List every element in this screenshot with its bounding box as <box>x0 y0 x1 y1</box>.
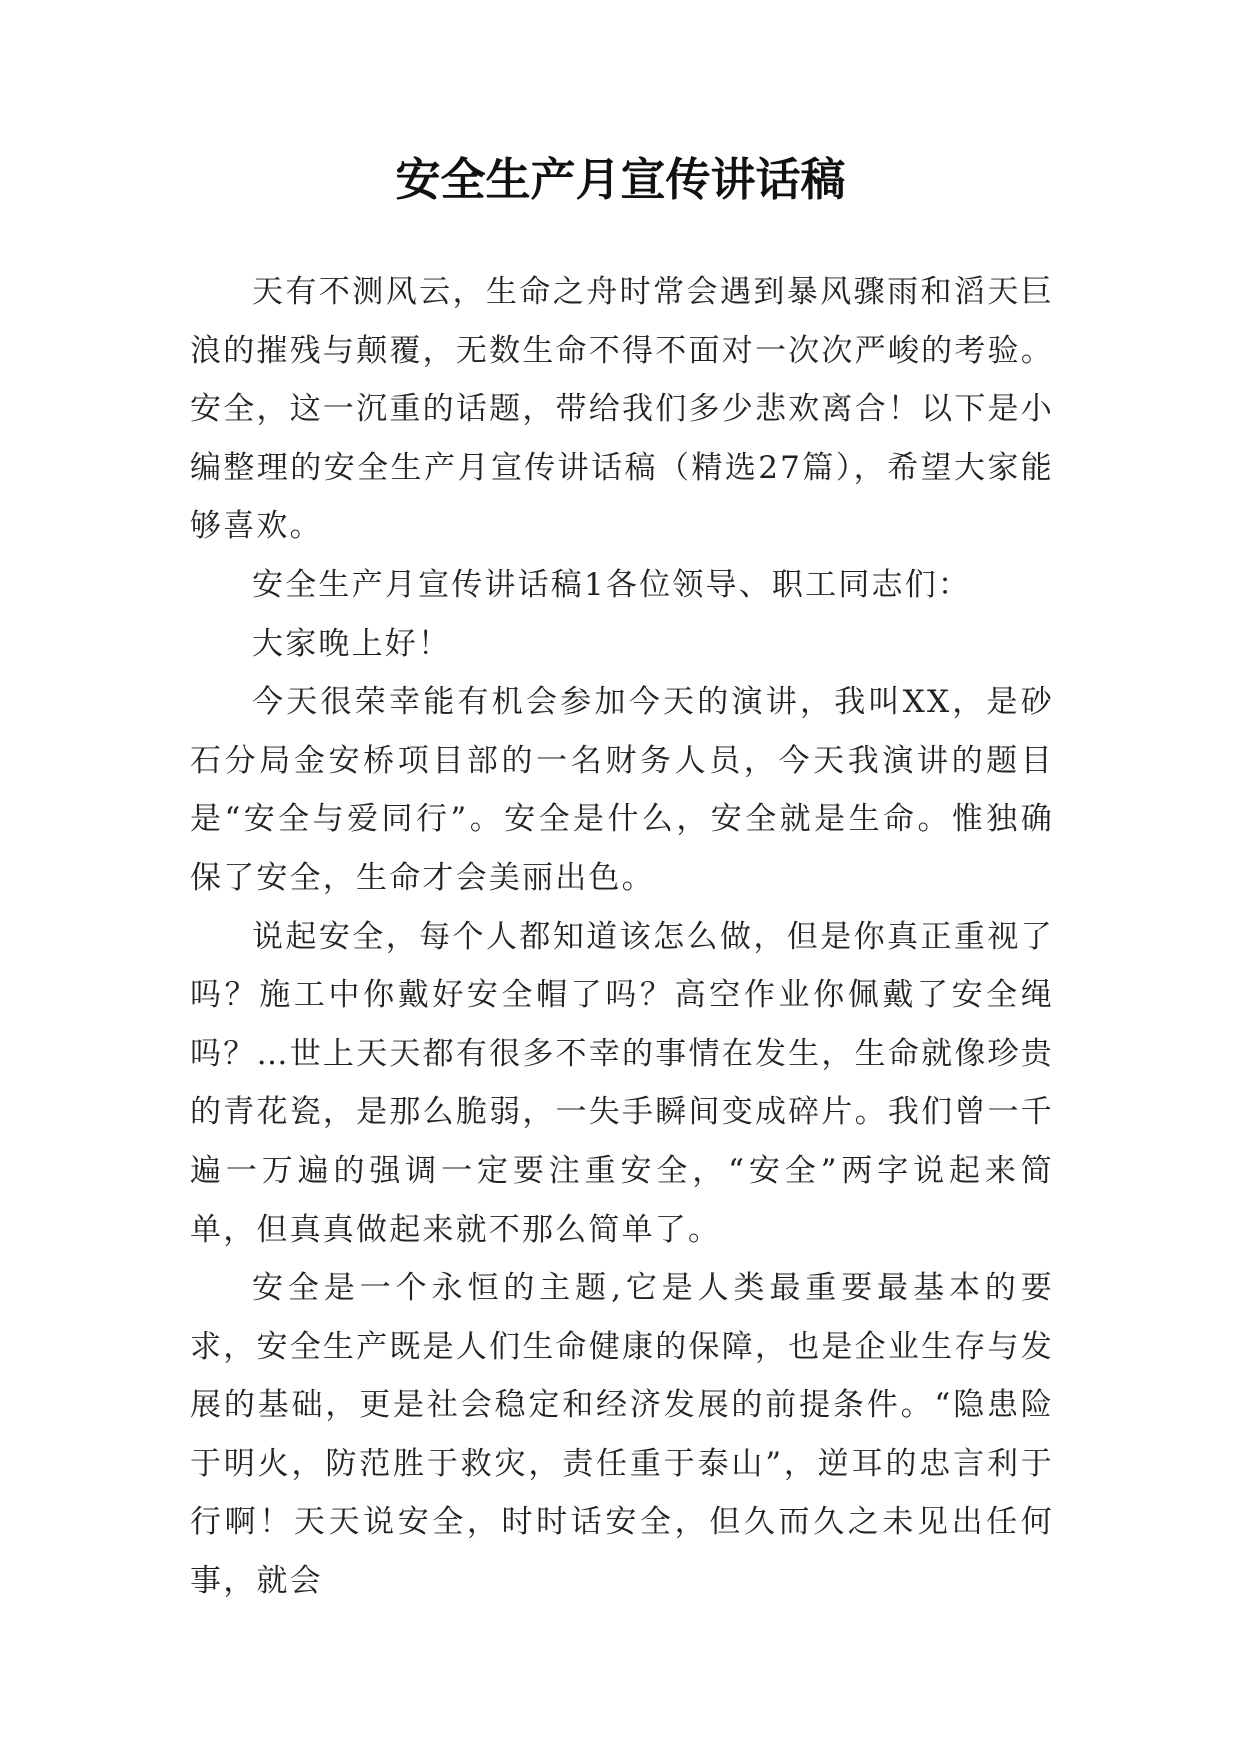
document-title: 安全生产月宣传讲话稿 <box>395 153 846 206</box>
paragraph-intro: 天有不测风云，生命之舟时常会遇到暴风骤雨和滔天巨浪的摧残与颠覆，无数生命不得不面对一次次严峻的考验。安全，这一沉重的话题，带给我们多少悲欢离合！以下是小编整理的安全生产月宣传讲话稿（精选27篇），希望大家能够喜欢。 <box>190 274 1054 545</box>
paragraph-safety-questions: 说起安全，每个人都知道该怎么做，但是你真正重视了吗？施工中你戴好安全帽了吗？高空作业你佩戴了安全绳吗？…世上天天都有很多不幸的事情在发生，生命就像珍贵的青花瓷，是那么脆弱，一失手瞬间变成碎片。我们曾一千遍一万遍的强调一定要注重安全，“安全”两字说起来简单，但真真做起来就不那么简单了。 <box>190 918 1054 1248</box>
paragraph-salutation: 安全生产月宣传讲话稿1各位领导、职工同志们： <box>252 566 972 603</box>
paragraph-self-introduction: 今天很荣幸能有机会参加今天的演讲，我叫XX，是砂石分局金安桥项目部的一名财务人员，今天我演讲的题目是“安全与爱同行”。安全是什么，安全就是生命。惟独确保了安全，生命才会美丽出色。 <box>190 684 1054 896</box>
document-body <box>190 263 1054 1611</box>
paragraph-greeting: 大家晚上好！ <box>252 625 452 662</box>
paragraph-safety-theme: 安全是一个永恒的主题,它是人类最重要最基本的要求，安全生产既是人们生命健康的保障，也是企业生存与发展的基础，更是社会稳定和经济发展的前提条件。“隐患险于明火，防范胜于救灾，责任重于泰山”，逆耳的忠言利于行啊！天天说安全，时时话安全，但久而久之未见出任何事，就会 <box>190 1270 1054 1600</box>
